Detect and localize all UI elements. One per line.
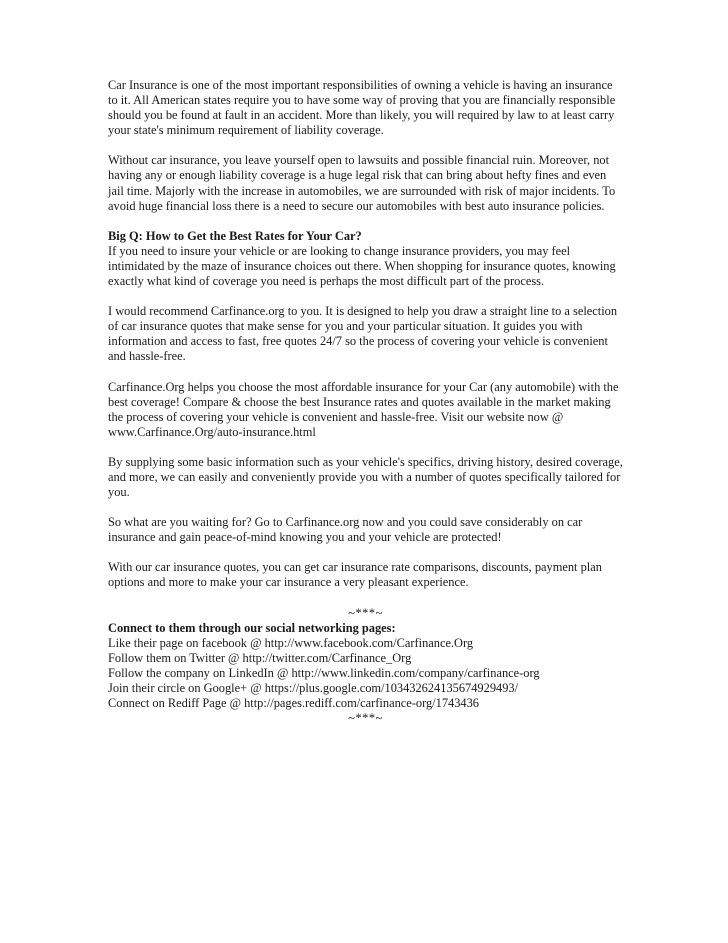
social-link-rediff[interactable]: Connect on Rediff Page @ http://pages.rediff.com/carfinance-org/1743436 [108,696,479,711]
paragraph-recommend: I would recommend Carfinance.org to you. It is designed to help you draw a straight line to a selection of car insurance quotes that make sense for you and your particular situation. It guides you with information and access to fast, free quotes 24/7 so the process of covering your vehicle is convenient and hassle-free. [108,304,618,364]
separator-top: ~***~ [348,605,383,620]
paragraph-car-insurance-intro: Car Insurance is one of the most important responsibilities of owning a vehicle is having an insurance to it. All American states require you to have some way of proving that you are financially responsible should you be found at fault in an accident. More than likely, you will required by law to at least carry your state's minimum requirement of liability coverage. [108,78,616,138]
social-link-linkedin[interactable]: Follow the company on LinkedIn @ http://www.linkedin.com/company/carfinance-org [108,665,540,680]
social-link-googleplus[interactable]: Join their circle on Google+ @ https://plus.google.com/103432624135674929493/ [108,681,519,695]
paragraph-carfinance-helps: Carfinance.Org helps you choose the most affordable insurance for your Car (any automobile) with the best coverage! Compare & choose the best Insurance rates and quotes available in the market making the process of covering your vehicle is convenient and hassle-free. Visit our website now @ www.Carfinance.Org/auto-insurance.html [108,379,619,439]
separator-bottom: ~***~ [348,711,383,726]
social-link-twitter[interactable]: Follow them on Twitter @ http://twitter.com/Carfinance_Org [108,650,412,665]
paragraph-what-are-you-waiting: So what are you waiting for? Go to Carfinance.org now and you could save considerably on car insurance and gain peace-of-mind knowing you and your vehicle are protected! [108,515,583,545]
social-link-facebook[interactable]: Like their page on facebook @ http://www.facebook.com/Carfinance.Org [108,635,474,650]
paragraph-quotes-comparison: With our car insurance quotes, you can get car insurance rate comparisons, discounts, payment plan options and more to make your car insurance a very pleasant experience. [108,560,602,590]
social-heading: Connect to them through our social networking pages: [108,620,396,635]
big-q-heading: Big Q: How to Get the Best Rates for Your Car? [108,228,362,243]
document-body [108,78,623,726]
social-networking-section [108,621,623,712]
section-big-q [108,229,623,289]
big-q-text: If you need to insure your vehicle or are looking to change insurance providers, you may feel intimidated by the maze of insurance choices out there. When shopping for insurance quotes, knowing exactly what kind of coverage you need is perhaps the most difficult part of the process. [108,243,616,289]
paragraph-supplying-info: By supplying some basic information such as your vehicle's specifics, driving history, desired coverage, and more, we can easily and conveniently provide you with a number of quotes specifically tailored for you. [108,454,623,500]
paragraph-without-insurance: Without car insurance, you leave yourself open to lawsuits and possible financial ruin. Moreover, not having any or enough liability coverage is a huge legal risk that can bring about hefty fines and even jail time. Majorly with the increase in automobiles, we are surrounded with risk of major incidents. To avoid huge financial loss there is a need to secure our automobiles with best auto insurance policies. [108,153,616,213]
